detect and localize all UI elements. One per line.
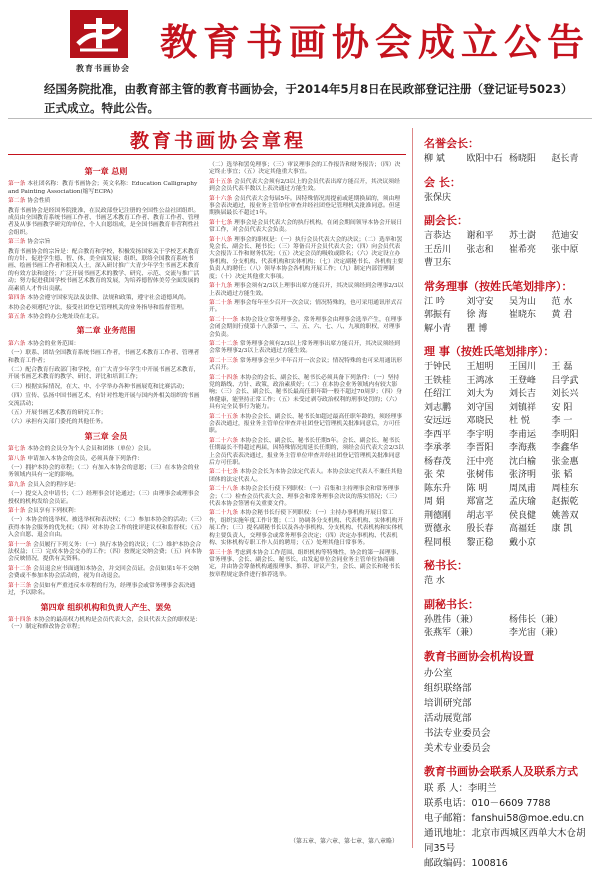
- person-name: 刘镇祥: [509, 402, 537, 413]
- article-text: 会员如有严重违反本章程的行为，经理事会或常务理事会表决通过，予以除名。: [8, 582, 196, 597]
- article-text: 理事会是会员代表大会的执行机构，在闭会期间领导本协会开展日常工作，对会员代表大会负责。: [209, 219, 403, 234]
- charter-article: [8, 491, 204, 506]
- article-text: 会员代表大会每届5年。因特殊情况需提前或延期换届的，须由理事会表决通过，报业务主管单位审查并经社团登记管理机关批准同意。但延期换届最长不超过1年。: [209, 195, 401, 217]
- divider: [8, 118, 592, 119]
- contact-address: 通讯地址：北京市西城区西单大木仓胡同35号: [424, 827, 586, 854]
- article-number: 第二十三条: [209, 357, 240, 364]
- org-unit: 组织联络部: [424, 682, 472, 694]
- charter-column-middle: [209, 162, 405, 581]
- header: [0, 0, 600, 78]
- person-name: 殷长春: [466, 524, 494, 534]
- article-number: 第三十条: [209, 549, 235, 556]
- org-unit: 美术专业委员会: [424, 742, 491, 754]
- charter-article: [209, 300, 405, 315]
- article-number: 第三条: [8, 239, 28, 246]
- article-text: 本协会的会长、副会长、秘书长必须具备下列条件：（一）坚持党的路线、方针、政策，政治素质好；（二）在本协会业务领域内有较大影响；（三）会长、副会长、秘书长最高任职年龄一般不超过70周岁；（四）身体健康，能坚持正常工作；（五）未受过剥夺政治权利的刑事处罚的；（六）具有完全民事行为能力。: [209, 374, 402, 411]
- person-name: 安远远: [424, 416, 452, 426]
- article-text: 理事会须有2/3以上理事出席方能召开，其决议须经到会理事2/3以上表决通过方能生效。: [209, 283, 404, 297]
- person-name: 范 水: [424, 576, 445, 586]
- article-text: 会员入会的程序是：: [27, 481, 80, 488]
- person-name: 赵长青: [551, 154, 579, 164]
- article-text: 教育书画协会是经国务院批准，在民政部登记注册的全国性公益社团组织。成员由全国教育系统书画工作者、书画艺术教育工作者、教育工作者、管理者及从事书画教学研究的单位、个人自愿组成，是全国书画教育非营利性社会组织。: [8, 207, 200, 236]
- article-text: 本协会会长为本协会法定代表人。本协会法定代表人不兼任其他团体的法定代表人。: [209, 469, 403, 483]
- article-number: 第十八条: [209, 236, 235, 243]
- person-name: 沈白榆: [509, 456, 537, 467]
- person-name: 刘守国: [466, 402, 494, 413]
- article-text: 会员享有下列权利：: [27, 508, 80, 515]
- person-name: 周 娟: [424, 497, 445, 507]
- person-name: 陈东升: [424, 483, 452, 494]
- charter-article: [8, 508, 204, 515]
- person-name: 张 韬: [551, 470, 573, 480]
- article-text: 本协会的办公地址设在北京。: [27, 313, 103, 320]
- person-name: 程同根: [424, 537, 452, 548]
- person-name: 张志和: [466, 244, 494, 255]
- charter-article: [8, 314, 204, 321]
- article-text: （二）配合教育行政部门和学校，在广大青少年学生中开展书画艺术教育，开展书画艺术教育的教学、研讨、评比和培训工作；: [8, 366, 200, 381]
- person-name: 杨伟长（兼）: [509, 614, 564, 625]
- charter-article: [8, 617, 204, 632]
- article-text: （三）根据实际情况，在大、中、小学举办各种书画展览和比赛活动；: [8, 383, 188, 390]
- person-name: 孟庆瑜: [509, 497, 537, 507]
- charter-article: [209, 510, 405, 547]
- person-name: 陈 明: [466, 483, 488, 494]
- article-number: 第十四条: [8, 616, 34, 623]
- charter-column-left: [8, 162, 204, 634]
- logo-emblem-icon: [70, 10, 128, 58]
- article-text: 本协会遵守国家宪法及法律、法规和政策，遵守社会道德风尚。: [27, 295, 190, 302]
- charter-article: [8, 419, 204, 426]
- article-number: 第二十二条: [209, 340, 240, 347]
- article-number: 第二十九条: [209, 510, 240, 517]
- charter-article: [8, 305, 204, 312]
- charter-article: [209, 162, 405, 177]
- article-text: （六）承担有关部门委托的其他任务。: [8, 419, 107, 426]
- person-name: 李承孝: [424, 443, 452, 453]
- article-number: 第二十六条: [209, 437, 240, 444]
- column-divider: [412, 128, 413, 848]
- article-number: 第十三条: [8, 582, 34, 589]
- person-name: 苏士澍: [509, 231, 537, 241]
- person-name: 刘志鹏: [424, 402, 452, 413]
- charter-article: [8, 517, 204, 539]
- org-unit: 培训研究部: [424, 697, 472, 709]
- org-structure-heading: 教育书画协会机构设置: [424, 649, 534, 663]
- director-heading: 理 事（按姓氏笔划排序）：: [424, 345, 555, 358]
- article-number: 第十条: [8, 508, 28, 515]
- person-name: 言恭达: [424, 231, 452, 241]
- charter-article: [209, 414, 405, 436]
- charter-article: [8, 198, 204, 205]
- article-text: 常务理事会须有2/3以上常务理事出席方能召开，其决议须经到会常务理事2/3以上表决通过方能生效。: [209, 340, 400, 355]
- charter-article: [8, 393, 204, 408]
- charter-article: [209, 375, 405, 412]
- person-name: 贾德永: [424, 524, 452, 534]
- article-text: 本协会会长、副会长、秘书长如超过最高任职年龄的，须经理事会表决通过，报业务主管单位审查并社团登记管理机关批准同意后，方可任职。: [209, 413, 403, 435]
- article-number: 第十九条: [209, 283, 235, 290]
- charter-article: [8, 542, 204, 564]
- standing-director-heading: 常务理事（按姓氏笔划排序）：: [424, 279, 573, 293]
- article-text: 协会宗旨: [27, 239, 51, 246]
- charter-article: [8, 583, 204, 598]
- person-name: 徐 海: [466, 310, 488, 320]
- person-name: 刘长吉: [509, 389, 537, 399]
- charter-article: [209, 550, 405, 580]
- charter-article: [8, 566, 204, 581]
- announcement-text: [44, 80, 584, 118]
- person-name: 王铁桂: [424, 375, 452, 386]
- article-number: 第一条: [8, 181, 28, 188]
- person-name: 张保庆: [424, 192, 452, 203]
- person-name: 戴小京: [509, 537, 537, 548]
- person-name: 刘长兴: [551, 389, 579, 399]
- charter-article: [8, 350, 204, 365]
- article-text: 理事会每年至少召开一次会议；情况特殊的，也可采用通讯形式召开。: [209, 299, 403, 314]
- person-name: 王国川: [509, 362, 537, 372]
- director-list: [424, 361, 594, 550]
- person-name: 曹卫东: [424, 258, 452, 268]
- person-name: 李 一: [551, 416, 573, 426]
- article-text: 申请加入本协会的会员，必须具备下列条件：: [27, 455, 144, 462]
- person-name: 汪中亮: [466, 456, 494, 467]
- charter-article: [8, 446, 204, 453]
- person-name: 郑富芝: [466, 497, 494, 507]
- charter-article: [8, 181, 204, 196]
- article-number: 第二十八条: [209, 486, 240, 493]
- president-list: [424, 192, 594, 206]
- chapter-heading: 第一章 总则: [84, 166, 128, 176]
- article-text: 本协会的会员分为个人会员和团体（单位）会员。: [27, 446, 155, 453]
- article-text: 本社团名称：教育书画协会；英文名称：Education Calligraphy and Painting Association(缩写ECPA): [8, 181, 198, 195]
- person-name: 张燕军（兼）: [424, 628, 479, 638]
- person-name: 郭振有: [424, 310, 452, 320]
- person-name: 柳 斌: [424, 154, 445, 164]
- person-name: 解小青: [424, 323, 452, 334]
- charter-article: [209, 196, 405, 218]
- charter-footnote: （第五章、第六章、第七章、第八章略）: [290, 838, 399, 845]
- charter-divider: [8, 154, 406, 155]
- article-text: （一）拥护本协会的章程；（二）有加入本协会的意愿；（三）在本协会的业务领域内具有一定的影响。: [8, 465, 200, 479]
- association-logo: [70, 10, 128, 58]
- person-name: 杨晓阳: [509, 154, 537, 164]
- article-number: 第七条: [8, 446, 28, 453]
- charter-article: [8, 482, 204, 489]
- charter-article: [8, 367, 204, 382]
- person-name: 王 磊: [551, 362, 573, 372]
- secretary-general-list: [424, 575, 594, 589]
- article-text: 本协会的业务范围：: [27, 340, 80, 347]
- person-name: 侯良健: [509, 510, 537, 521]
- person-name: 安 阳: [551, 402, 573, 413]
- article-text: 本协会会长、副会长、秘书长任期5年。会长、副会长、秘书长任期最长不得超过两届，因特殊情况需延长任期的，须经会员代表大会2/3以上会员代表表决通过，报业务主管单位审查并经社团登记管理机关批准同意后方可任职。: [209, 437, 404, 467]
- logo-caption: 教育书画协会: [76, 63, 130, 73]
- person-name: 周凤甫: [509, 483, 537, 494]
- announcement-line-2: 正式成立。特此公告。: [44, 101, 159, 115]
- article-text: （四）宣传、弘扬中国书画艺术，有针对性地开展与国内外相关组织的书画交流活动；: [8, 393, 200, 407]
- person-name: 赵振乾: [551, 497, 579, 507]
- article-number: 第二条: [8, 198, 28, 205]
- article-number: 第九条: [8, 481, 28, 488]
- article-number: 第二十一条: [209, 316, 240, 323]
- chapter-heading: 第二章 业务范围: [76, 325, 136, 336]
- article-number: 第十七条: [209, 219, 235, 226]
- person-name: 黎正稳: [466, 537, 494, 548]
- person-name: 谢和平: [466, 231, 494, 241]
- article-text: 会员退会应书面通知本协会，并交回会员证。会员如果1年不交纳会费或不参加本协会活动的，视为自动退会。: [8, 565, 200, 580]
- deputy-secretary-list: [424, 614, 594, 641]
- charter-article: [209, 237, 405, 281]
- org-structure-list: [424, 666, 594, 756]
- person-name: 刘大为: [466, 389, 494, 399]
- secretary-general-heading: 秘书长：: [424, 559, 468, 572]
- person-name: 吕学武: [551, 375, 579, 386]
- person-name: 刘守安: [466, 296, 494, 307]
- person-name: 于钟民: [424, 362, 452, 372]
- article-text: （一）本协会的选举权、被选举权和表决权；（二）参加本协会的活动；（三）获得本协会服务的优先权；（四）对本协会工作的批评建议权和监督权；（五）入会自愿、退会自由。: [8, 517, 203, 539]
- person-name: 王鸿冰: [466, 375, 494, 386]
- charter-article: [8, 410, 204, 417]
- page-title: 教育书画协会成立公告: [160, 20, 590, 64]
- person-name: 杜 悦: [509, 416, 530, 426]
- article-number: 第五条: [8, 313, 28, 320]
- person-name: 李晋阳: [466, 443, 494, 453]
- article-text: 常务理事会至少半年召开一次会议；情况特殊的也可采用通讯形式召开。: [209, 357, 403, 372]
- person-name: 张中原: [551, 244, 579, 255]
- honorary-president-list: [424, 153, 594, 167]
- article-text: （一）联系、团结全国教育系统书画工作者，书画艺术教育工作者、管理者和教育工作者；: [8, 350, 200, 364]
- person-name: 张金惠: [551, 456, 579, 467]
- person-name: 范迪安: [551, 231, 579, 241]
- charter-article: [8, 341, 204, 348]
- person-name: 周桂东: [551, 483, 579, 494]
- article-text: 本协会必须遵纪守法，接受社团登记管理机关的业务指导和监督管理。: [8, 304, 188, 311]
- chapter-heading: 第三章 会员: [84, 430, 128, 441]
- person-name: 杨春茂: [424, 456, 452, 467]
- article-text: 本协会秘书长行使下列职权：（一）主持办事机构开展日常工作，组织实施年度工作计划；（二）协调各分支机构、代表机构、实体机构开展工作；（三）提名副秘书长以及各办事机构、分支机构、代表机构和实体机构主要负责人，交理事会或常务理事会决定；（四）决定办事机构、代表机构、实体机构专职工作人员的聘用；（五）处理其他日常事务。: [209, 510, 404, 547]
- contact-heading: 教育书画协会联系人及联系方式: [424, 764, 578, 778]
- charter-article: [209, 220, 405, 235]
- person-name: 张 荣: [424, 470, 445, 480]
- article-number: 第二十五条: [209, 413, 240, 420]
- article-text: 协会性质: [27, 198, 51, 205]
- org-unit: 办公室: [424, 667, 453, 679]
- person-name: 李宇明: [466, 429, 494, 440]
- chapter-heading: 第四章 组织机构和负责人产生、罢免: [40, 601, 172, 612]
- vice-president-heading: 副会长：: [424, 214, 468, 227]
- person-name: 孙胜伟（兼）: [424, 614, 479, 625]
- charter-article: [8, 239, 204, 246]
- charter-article: [8, 456, 204, 463]
- charter-article: [8, 295, 204, 302]
- charter-article: [209, 486, 405, 508]
- contact-email: 电子邮箱：fanshui58@moe.edu.cn: [424, 812, 584, 824]
- contact-zip: 邮政编码：100816: [424, 857, 508, 869]
- person-name: 李明阳: [551, 429, 579, 440]
- person-name: 李鑫华: [551, 443, 579, 453]
- person-name: 高福廷: [509, 524, 537, 534]
- person-name: 王旭明: [466, 362, 494, 372]
- leadership-panel: [424, 128, 594, 871]
- charter-article: [8, 249, 204, 293]
- article-number: 第四条: [8, 295, 28, 302]
- person-name: 李西平: [424, 429, 452, 440]
- article-text: 本协会的最高权力机构是会员代表大会，会员代表大会的职权是：（一）制定和修改协会章程；: [8, 616, 202, 631]
- article-number: 第二十条: [209, 299, 235, 306]
- charter-article: [209, 438, 405, 468]
- person-name: 瞿 博: [466, 323, 488, 334]
- charter-article: [8, 465, 204, 480]
- honorary-president-heading: 名誉会长：: [424, 137, 479, 150]
- charter-article: [209, 341, 405, 356]
- article-text: （五）开展书画艺术教育的研究工作；: [8, 409, 107, 416]
- person-name: 黄 君: [551, 310, 573, 320]
- charter-article: [209, 317, 405, 339]
- person-name: 范 水: [551, 296, 573, 307]
- person-name: 王岳川: [424, 244, 452, 255]
- org-unit: 活动展览部: [424, 712, 472, 724]
- vice-president-list: [424, 230, 594, 271]
- person-name: 邓晓民: [466, 416, 494, 426]
- president-heading: 会 长：: [424, 175, 461, 189]
- article-text: （一）提交入会申请书；（二）经理事会讨论通过；（三）由理事会或理事会授权的机构发给会员证。: [8, 491, 200, 505]
- article-text: （二）选举和罢免理事；（三）审议理事会的工作报告和财务报告；（四）决定终止事宜；（五）决定其他重大事宜。: [209, 162, 401, 176]
- charter-article: [8, 384, 204, 391]
- person-name: 崔希亮: [509, 244, 537, 255]
- article-number: 第二十七条: [209, 469, 240, 476]
- article-number: 第十六条: [209, 195, 235, 202]
- charter-article: [209, 283, 405, 298]
- person-name: 王登峰: [509, 375, 537, 386]
- contact-phone: 联系电话：010－6609 7788: [424, 797, 551, 809]
- article-number: 第十五条: [209, 178, 235, 185]
- article-number: 第二十四条: [209, 374, 240, 381]
- org-unit: 书法专业委员会: [424, 727, 491, 739]
- person-name: 胡志平: [466, 510, 494, 521]
- person-name: 李甫运: [509, 429, 537, 440]
- article-number: 第十二条: [8, 565, 34, 572]
- person-name: 姚善双: [551, 510, 579, 521]
- person-name: 张济明: [509, 470, 537, 480]
- person-name: 康 凯: [551, 524, 573, 534]
- article-number: 第十一条: [8, 541, 34, 548]
- charter-title: 教育书画协会章程: [130, 130, 307, 152]
- announcement-line-1: 经国务院批准，由教育部主管的教育书画协会，于2014年5月8日在民政部登记注册（登记证号5023）: [44, 82, 573, 96]
- article-text: 考虑到本协会工作范围、组织机构等特殊性，协会的第一届理事、常务理事、会长、副会长、秘书长，由发起单位会同业务主管单位协商确定，并由协会筹备机构通报理事、推荐、评议产生，会长、副会长和秘书长按章程规定条件进行推荐选举。: [209, 549, 403, 578]
- person-name: 吴为山: [509, 296, 537, 307]
- charter-article: [8, 208, 204, 238]
- article-text: 会员履行下列义务：（一）执行本协会的决议；（二）维护本协会合法权益；（三）完成本协会交办的工作；（四）按规定交纳会费；（五）向本协会反映情况，提供有关资料。: [8, 541, 203, 563]
- person-name: 张树伟: [466, 470, 494, 480]
- article-text: 本协会会长行使下列职权：（一）召集和主持理事会和常务理事会；（二）检查会员代表大会、理事会和常务理事会决议的落实情况；（三）代表本协会签署有关重要文件。: [209, 486, 401, 508]
- article-text: 理事会的职权是：（一）执行会员代表大会的决议；（二）选举和罢免会长、副会长、秘书长；（三）筹备召开会员代表大会；（四）向会员代表大会报告工作和财务状况；（五）决定会员的吸收或除名；（六）决定设立办事机构、分支机构、代表机构和实体机构；（七）决定副秘书长、各机构主要负责人的聘任；（八）领导本协会各机构开展工作；（九）制定内部管理制度；（十）决定其他重大事项。: [209, 236, 404, 280]
- deputy-secretary-heading: 副秘书长：: [424, 597, 479, 611]
- contact-info: [424, 781, 594, 871]
- person-name: 李光宙（兼）: [509, 628, 564, 638]
- article-text: 会员代表大会须有2/3以上的会员代表出席方能召开，其决议须经到会会员代表半数以上表决通过方能生效。: [209, 178, 400, 193]
- standing-director-list: [424, 296, 594, 337]
- person-name: 崔晓东: [509, 310, 537, 320]
- charter-article: [209, 469, 405, 484]
- article-text: 教育书画协会的宗旨是：配合教育和学校，积极发扬国家关于学校艺术教育的方针、促进学生德、智、体、美全面发展；组织、联络全国教育系统书画、绘画书画工作者和相关人士，深入研讨推广大青少年学生书画艺术教育的有效方法和途径；广泛开展书画艺术的教学、研究、示范、交流与推广活动；努力促进我国学校书画艺术教育的发展，为培养德智体美劳全面发展的高素质人才作出贡献。: [8, 248, 200, 292]
- person-name: 任绍江: [424, 389, 452, 399]
- article-number: 第六条: [8, 340, 28, 347]
- article-text: 本协会设立常务理事会。常务理事会由理事会选举产生，在理事会闭会期间行使第十八条第一、三、五、六、七、八、九项的职权，对理事会负责。: [209, 316, 403, 338]
- contact-person: 联 系 人：李明兰: [424, 782, 497, 794]
- person-name: 江 吟: [424, 296, 445, 307]
- person-name: 荆德刚: [424, 510, 452, 521]
- charter-article: [209, 358, 405, 373]
- person-name: 欧阳中石: [466, 154, 503, 164]
- article-number: 第八条: [8, 455, 28, 462]
- person-name: 李海燕: [509, 443, 537, 453]
- charter-article: [209, 179, 405, 194]
